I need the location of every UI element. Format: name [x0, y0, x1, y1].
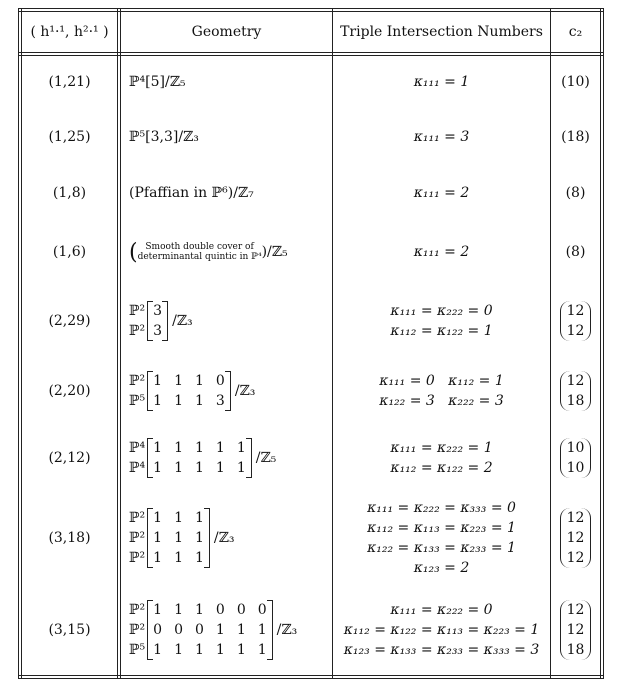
matrix-entry: 1 — [215, 439, 225, 456]
matrix-entry: 1 — [174, 550, 183, 566]
matrix-entry: 1 — [153, 373, 163, 389]
intersection-numbers — [414, 183, 470, 203]
hodge-numbers-cell: (2,20) — [48, 383, 91, 399]
intersection-numbers-cell — [333, 222, 550, 282]
c2-value: 12 — [566, 602, 585, 618]
c2-vector — [560, 600, 592, 660]
intersection-number-line: κ₁₁₁ = 3 — [413, 129, 470, 145]
c2-value: 10 — [566, 459, 585, 476]
c2-value: 18 — [566, 393, 585, 409]
c2-cell — [551, 166, 600, 220]
c2-value: 12 — [566, 323, 585, 339]
matrix-entry: 1 — [153, 550, 163, 566]
geometry-cell — [121, 166, 340, 220]
intersection-number-line: κ₁₁₁ = 2 — [413, 244, 470, 260]
matrix-entry: 1 — [174, 602, 183, 618]
geometry-cell — [121, 492, 340, 584]
matrix-entries — [147, 371, 231, 411]
matrix-entry: 1 — [153, 393, 163, 409]
matrix-entry: 1 — [194, 459, 204, 476]
matrix-entry: 0 — [174, 622, 183, 638]
intersection-numbers — [414, 72, 470, 92]
matrix-entry: 1 — [236, 642, 246, 658]
intersection-numbers — [367, 498, 516, 578]
ambient-space: ℙ² — [129, 373, 146, 389]
c2-vector — [560, 371, 592, 411]
matrix-entry: 1 — [194, 530, 204, 546]
matrix-entry: 1 — [236, 439, 246, 456]
ambient-spaces — [129, 508, 145, 568]
matrix-entry: 1 — [236, 459, 246, 476]
geometry-text: ℙ⁵[3,3]/ℤ₃ — [129, 129, 199, 145]
c2-cell — [551, 222, 600, 282]
hodge-numbers-cell: (1,6) — [52, 244, 87, 260]
geometry-text: ℙ⁴[5]/ℤ₅ — [129, 74, 186, 90]
intersection-numbers-cell — [333, 359, 550, 423]
ambient-space: ℙ⁴ — [129, 459, 146, 476]
matrix-entry: 0 — [236, 602, 246, 618]
c2-value: 10 — [566, 439, 585, 456]
ambient-spaces — [129, 371, 145, 411]
geometry-cell — [121, 359, 340, 423]
intersection-number-line: κ₁₁₁ = 2 — [413, 185, 470, 201]
ambient-spaces — [129, 301, 145, 341]
matrix-entry: 1 — [194, 373, 204, 389]
group-quotient: /ℤ₃ — [234, 383, 256, 399]
c2-cell — [551, 359, 600, 423]
c2-cell — [551, 286, 600, 356]
matrix-entry: 1 — [194, 393, 204, 409]
matrix-entry: 1 — [153, 510, 163, 526]
intersection-number-line: κ₁₁₁ = κ₂₂₂ = κ₃₃₃ = 0 — [367, 500, 516, 516]
group-quotient: /ℤ₃ — [213, 530, 235, 546]
intersection-number-line: κ₁₁₂ = κ₁₂₂ = 1 — [390, 323, 493, 339]
c2-cell — [551, 110, 600, 164]
configuration-matrix — [129, 301, 193, 341]
geometry-text: (Pfaffian in ℙ⁶)/ℤ₇ — [129, 185, 254, 201]
geometry-cell — [121, 222, 340, 282]
c2-value: 12 — [566, 373, 585, 389]
hodge-numbers-cell: (3,18) — [48, 530, 91, 546]
intersection-numbers — [390, 438, 492, 478]
geometry-cell — [121, 425, 340, 490]
intersection-numbers-cell — [333, 492, 550, 584]
matrix-entry: 1 — [174, 530, 183, 546]
c2-value: (8) — [565, 244, 586, 260]
ambient-space: ℙ⁵ — [129, 642, 146, 658]
matrix-entries — [147, 301, 168, 341]
configuration-matrix — [129, 600, 297, 660]
c2-cell — [551, 492, 600, 584]
hodge-numbers-cell: (2,29) — [48, 313, 91, 329]
geometry-quotient: )/ℤ₅ — [261, 244, 288, 260]
c2-vector — [560, 301, 592, 341]
hodge-numbers-cell: (1,25) — [48, 129, 91, 145]
ambient-space: ℙ⁴ — [129, 439, 146, 456]
intersection-numbers-cell — [333, 286, 550, 356]
header-geometry: Geometry — [191, 24, 262, 40]
matrix-entries — [147, 508, 210, 568]
matrix-entry: 0 — [215, 602, 225, 618]
c2-cell — [551, 586, 600, 674]
matrix-entry: 1 — [215, 622, 225, 638]
hodge-numbers-cell: (3,15) — [48, 622, 91, 638]
group-quotient: /ℤ₅ — [255, 449, 277, 466]
c2-value: (18) — [561, 129, 590, 145]
intersection-numbers — [414, 127, 470, 147]
c2-cell — [551, 56, 600, 108]
matrix-entry: 1 — [153, 530, 163, 546]
open-paren: ( — [129, 239, 138, 265]
ambient-space: ℙ² — [129, 550, 146, 566]
c2-vector — [560, 508, 592, 568]
geometry-description-line: determinantal quintic in ℙ⁴ — [137, 252, 262, 262]
configuration-matrix — [129, 438, 276, 478]
configuration-matrix — [129, 508, 234, 568]
group-quotient: /ℤ₃ — [276, 622, 298, 638]
matrix-entry: 1 — [174, 393, 183, 409]
matrix-entry: 1 — [194, 550, 204, 566]
matrix-entry: 0 — [215, 373, 225, 389]
ambient-spaces — [129, 438, 145, 478]
intersection-number-line: κ₁₁₂ = κ₁₁₃ = κ₂₂₃ = 1 — [367, 520, 516, 536]
c2-value: 12 — [566, 303, 585, 319]
intersection-number-line: κ₁₂₂ = κ₁₃₃ = κ₂₃₃ = 1 — [367, 540, 516, 556]
c2-value: 18 — [566, 642, 585, 658]
matrix-entry: 3 — [215, 393, 225, 409]
intersection-numbers-cell — [333, 56, 550, 108]
matrix-entry: 1 — [215, 459, 225, 476]
matrix-entry: 1 — [236, 622, 246, 638]
c2-value: 12 — [566, 530, 585, 546]
intersection-number-line: κ₁₂₃ = 2 — [413, 560, 470, 576]
header-hodge: ( h¹·¹, h²·¹ ) — [30, 24, 109, 40]
matrix-entry: 1 — [153, 642, 163, 658]
intersection-numbers-cell — [333, 166, 550, 220]
matrix-entry: 0 — [257, 602, 267, 618]
intersection-numbers — [414, 242, 470, 262]
c2-vector — [560, 438, 592, 478]
intersection-numbers-cell — [333, 586, 550, 674]
ambient-spaces — [129, 600, 145, 660]
matrix-entry: 1 — [257, 622, 267, 638]
c2-cell — [551, 425, 600, 490]
intersection-numbers — [379, 371, 503, 411]
geometry-cell — [121, 286, 340, 356]
geometry-cell — [121, 586, 340, 674]
configuration-matrix — [129, 371, 255, 411]
intersection-number-line: κ₁₁₂ = κ₁₂₂ = 2 — [390, 459, 493, 476]
matrix-entry: 1 — [174, 439, 183, 456]
header-triple-intersection: Triple Intersection Numbers — [340, 24, 543, 40]
intersection-numbers — [344, 600, 540, 660]
intersection-number-line: κ₁₂₃ = κ₁₃₃ = κ₂₃₃ = κ₃₃₃ = 3 — [343, 642, 540, 658]
matrix-entry: 1 — [174, 373, 183, 389]
intersection-numbers — [390, 301, 492, 341]
cicy-table — [18, 8, 604, 678]
hodge-numbers-cell: (2,12) — [48, 449, 91, 466]
matrix-entry: 1 — [153, 439, 163, 456]
matrix-entries — [147, 600, 273, 660]
ambient-space: ℙ² — [129, 303, 146, 319]
matrix-entry: 1 — [174, 459, 183, 476]
intersection-number-line: κ₁₁₂ = κ₁₂₂ = κ₁₁₃ = κ₂₂₃ = 1 — [343, 622, 540, 638]
matrix-entry: 1 — [153, 459, 163, 476]
ambient-space: ℙ² — [129, 622, 146, 638]
ambient-space: ℙ⁵ — [129, 393, 146, 409]
matrix-entry: 1 — [174, 510, 183, 526]
c2-value: (8) — [565, 185, 586, 201]
group-quotient: /ℤ₃ — [172, 313, 193, 329]
ambient-space: ℙ² — [129, 510, 146, 526]
c2-value: (10) — [561, 74, 590, 90]
c2-value: 12 — [566, 550, 585, 566]
matrix-entry: 1 — [194, 439, 204, 456]
matrix-entry: 1 — [194, 510, 204, 526]
matrix-entry: 1 — [153, 602, 163, 618]
geometry-cell — [121, 110, 340, 164]
matrix-entry: 1 — [194, 642, 204, 658]
ambient-space: ℙ² — [129, 323, 146, 339]
hodge-numbers-cell: (1,21) — [48, 74, 91, 90]
matrix-entry: 1 — [174, 642, 183, 658]
matrix-entry: 3 — [153, 303, 163, 319]
intersection-numbers-cell — [333, 110, 550, 164]
header-c2: c₂ — [568, 24, 583, 40]
c2-value: 12 — [566, 622, 585, 638]
matrix-entry: 3 — [153, 323, 163, 339]
matrix-entries — [147, 438, 252, 478]
geometry-description-line: Smooth double cover of — [145, 242, 254, 252]
ambient-space: ℙ² — [129, 602, 146, 618]
matrix-entry: 1 — [194, 602, 204, 618]
intersection-number-line: κ₁₁₁ = κ₂₂₂ = 0 — [390, 303, 493, 319]
matrix-entry: 1 — [215, 642, 225, 658]
matrix-entry: 1 — [257, 642, 267, 658]
intersection-number-line: κ₁₁₁ = κ₂₂₂ = 0 — [390, 602, 493, 618]
c2-value: 12 — [566, 510, 585, 526]
intersection-numbers-cell — [333, 425, 550, 490]
geometry-description — [138, 242, 262, 262]
geometry-cell — [121, 56, 340, 108]
ambient-space: ℙ² — [129, 530, 146, 546]
hodge-numbers-cell: (1,8) — [52, 185, 87, 201]
intersection-number-line: κ₁₁₁ = κ₂₂₂ = 1 — [390, 439, 493, 456]
intersection-number-line: κ₁₂₂ = 3 κ₂₂₂ = 3 — [379, 393, 504, 409]
matrix-entry: 0 — [194, 622, 204, 638]
intersection-number-line: κ₁₁₁ = 1 — [413, 74, 470, 90]
intersection-number-line: κ₁₁₁ = 0 κ₁₁₂ = 1 — [379, 373, 504, 389]
matrix-entry: 0 — [153, 622, 163, 638]
